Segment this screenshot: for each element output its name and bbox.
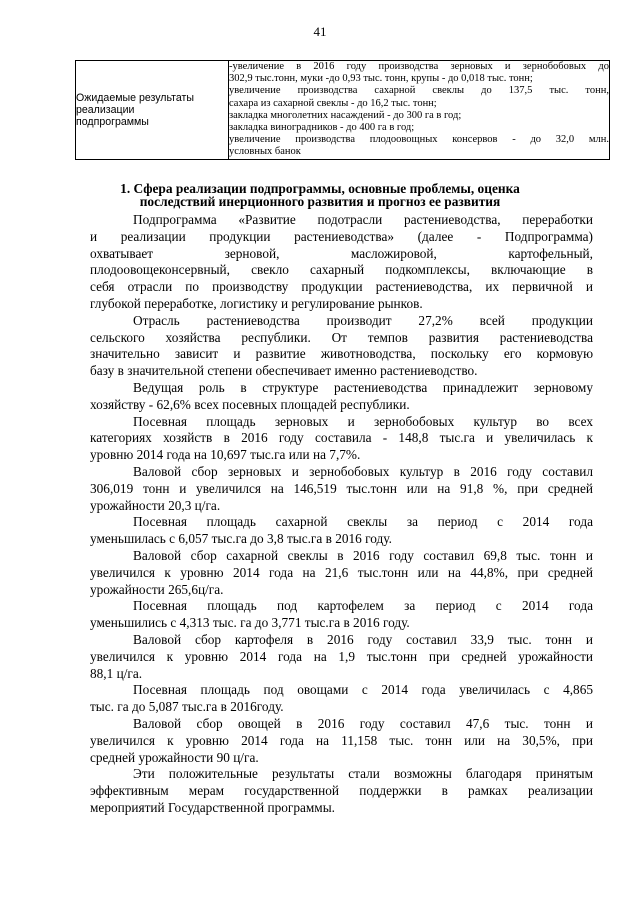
paragraph xyxy=(90,716,593,766)
paragraph-line: Посевная площадь сахарной свеклы за период с 2014 года xyxy=(133,514,593,530)
paragraph-line: себя отрасли по производству продукции растениеводства, их первичной и xyxy=(90,279,593,295)
paragraph-line: уменьшилась с 6,057 тыс.га до 3,8 тыс.га в 2016 году. xyxy=(90,531,392,547)
paragraph-line: значительно зависит и развитие животноводства, поскольку его кормовую xyxy=(90,346,593,362)
paragraph-line: уменьшились с 4,313 тыс. га до 3,771 тыс.га в 2016 году. xyxy=(90,615,410,631)
table-row xyxy=(76,61,610,160)
paragraph-line: 88,1 ц/га. xyxy=(90,665,143,681)
results-label-cell xyxy=(76,61,229,160)
result-line: условных банок xyxy=(229,146,301,158)
paragraph-line: хозяйству - 62,6% всех посевных площадей республики. xyxy=(90,396,410,412)
paragraph-line: урожайности 20,3 ц/га. xyxy=(90,497,221,513)
paragraph-line: сельского хозяйства республики. От темпов развития растениеводства xyxy=(90,329,593,345)
result-line: закладка многолетних насаждений - до 300 га в год; xyxy=(229,109,462,121)
results-label-line: реализации xyxy=(76,103,135,116)
paragraph xyxy=(90,598,593,632)
paragraph-line: уровню 2014 года на 10,697 тыс.га или на 7,7%. xyxy=(90,447,361,463)
section-heading-line: последствий инерционного развития и прогноз ее развития xyxy=(139,194,501,209)
page-number: 41 xyxy=(313,24,327,39)
results-label-line: подпрограммы xyxy=(76,115,149,128)
results-value-cell xyxy=(229,61,610,160)
section-heading-line: 1. Сфера реализации подпрограммы, основные проблемы, оценка xyxy=(120,181,520,196)
paragraph-line: Валовой сбор овощей в 2016 году составил 47,6 тыс. тонн и xyxy=(133,715,593,731)
paragraph-line: 306,019 тонн и увеличился на 146,519 тыс.тонн или на 91,8 %, при средней xyxy=(90,480,593,496)
paragraph-line: увеличился к уровню 2014 года на 21,6 тыс.тонн или на 44,8%, при средней xyxy=(90,564,593,580)
paragraph xyxy=(90,313,593,380)
results-table xyxy=(75,60,610,160)
paragraph xyxy=(90,682,593,716)
paragraph-line: Посевная площадь под картофелем за период с 2014 года xyxy=(133,598,593,614)
paragraph xyxy=(90,632,593,682)
results-label-line: Ожидаемые результаты xyxy=(76,91,195,104)
paragraph-line: и реализации продукции растениеводства» (далее - Подпрограмма) xyxy=(90,228,593,244)
paragraph-line: категориях хозяйств в 2016 году составила - 148,8 тыс.га и увеличилась к xyxy=(90,430,593,446)
paragraph xyxy=(90,414,593,464)
paragraph-line: глубокой переработке, логистику и регулирование рынков. xyxy=(90,295,423,311)
result-line: закладка виноградников - до 400 га в год; xyxy=(229,122,415,134)
result-line: 302,9 тыс.тонн, муки -до 0,93 тыс. тонн, крупы - до 0,018 тыс. тонн; xyxy=(229,73,533,85)
paragraph-line: охватывает зерновой, масложировой, картофельный, xyxy=(90,245,593,261)
body-text xyxy=(90,212,593,817)
paragraph xyxy=(90,212,593,313)
paragraph-line: увеличился к уровню 2014 года на 11,158 тыс. тонн или на 30,5%, при xyxy=(90,732,593,748)
paragraph-line: Подпрограмма «Развитие подотрасли растениеводства, переработки xyxy=(133,212,593,227)
result-line: сахара из сахарной свеклы - до 16,2 тыс. тонн; xyxy=(229,97,437,109)
paragraph-line: Посевная площадь под овощами с 2014 года увеличилась с 4,865 xyxy=(133,682,593,698)
paragraph xyxy=(90,380,593,414)
paragraph xyxy=(90,766,593,816)
result-line: увеличение производства сахарной свеклы до 137,5 тыс. тонн, xyxy=(229,85,609,97)
paragraph xyxy=(90,514,593,548)
paragraph-line: Отрасль растениеводства производит 27,2% всей продукции xyxy=(133,312,593,328)
paragraph-line: Посевная площадь зерновых и зернобобовых культур во всех xyxy=(133,413,593,429)
paragraph-line: эффективным мерам государственной поддержки в рамках реализации xyxy=(90,783,593,799)
paragraph-line: тыс. га до 5,087 тыс.га в 2016году. xyxy=(90,699,284,715)
paragraph-line: урожайности 265,6ц/га. xyxy=(90,581,224,597)
result-line: увеличение производства плодоовощных консервов - до 32,0 млн. xyxy=(229,134,609,146)
paragraph-line: Валовой сбор зерновых и зернобобовых культур в 2016 году составил xyxy=(133,463,593,479)
paragraph-line: Ведущая роль в структуре растениеводства принадлежит зерновому xyxy=(133,379,593,395)
paragraph-line: мероприятий Государственной программы. xyxy=(90,799,335,815)
paragraph-line: увеличился к уровню 2014 года на 1,9 тыс.тонн при средней урожайности xyxy=(90,648,593,664)
paragraph xyxy=(90,464,593,514)
section-heading xyxy=(0,182,640,208)
paragraph-line: плодоовощеконсервный, свекло сахарный подкомплексы, включающие в xyxy=(90,262,593,278)
paragraph-line: Валовой сбор картофеля в 2016 году составил 33,9 тыс. тонн и xyxy=(133,631,593,647)
paragraph-line: базу в значительной степени обеспечивает именно растениеводство. xyxy=(90,363,478,379)
paragraph-line: Валовой сбор сахарной свеклы в 2016 году составил 69,8 тыс. тонн и xyxy=(133,547,593,563)
paragraph xyxy=(90,548,593,598)
result-line: -увеличение в 2016 году производства зерновых и зернобобовых до xyxy=(229,61,609,72)
paragraph-line: средней урожайности 90 ц/га. xyxy=(90,749,259,765)
paragraph-line: Эти положительные результаты стали возможны благодаря принятым xyxy=(133,766,593,782)
